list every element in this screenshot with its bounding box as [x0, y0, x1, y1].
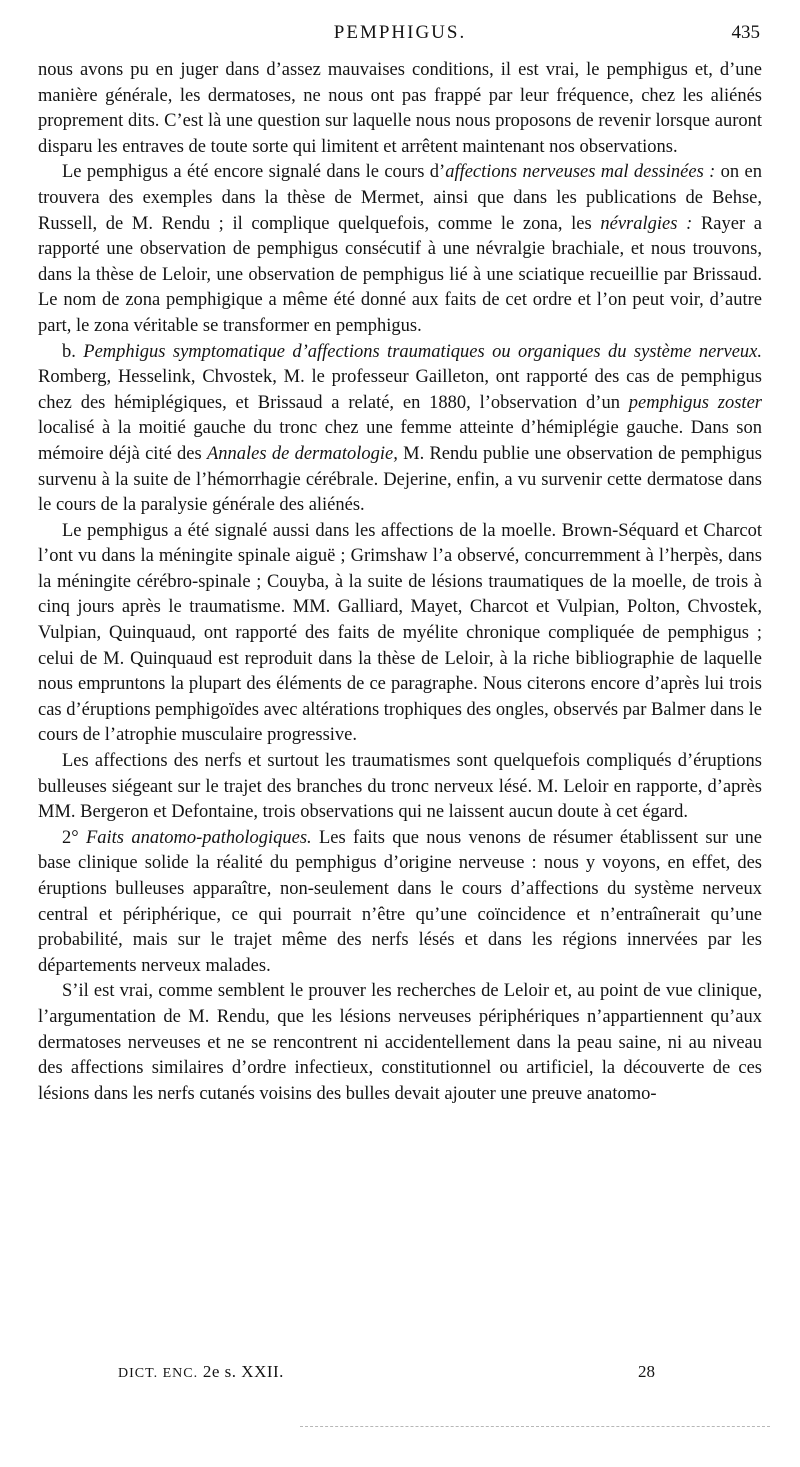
italic-run: affections nerveuses mal dessinées : — [445, 162, 716, 183]
text-run: Les affections des nerfs et surtout les traumatismes sont quelquefois compliqués d’éruptions bulleuses siégeant sur le trajet des branches du tronc nerveux lésé. M. Leloir en rapporte, d’après MM. Bergeron et Defontaine, trois observations qui ne laissent aucun doute à cet égard. — [38, 751, 762, 823]
italic-run: névralgies : — [600, 213, 693, 234]
text-run: Rayer a rapporté une observation de pemphigus consécutif à une névralgie brachiale, et nous trouvons, dans la thèse de Leloir, une observation de pemphigus lié à une sciatique recueillie par Brissaud. Le nom de zona pemphigique a même été donné aux faits de cet ordre et l’on peut voir, d’autre part, le zona véritable se transformer en pemphigus. — [38, 213, 762, 336]
text-run: M. Rendu publie une observation de pemphigus survenu à la suite de l’hémorrhagie cérébrale. Dejerine, enfin, a vu survenir cette dermatose dans le cours de la paralysie générale des aliénés. — [38, 443, 762, 516]
italic-run: Pemphigus symptomatique d’affections traumatiques ou organiques du système nerveux. — [83, 341, 762, 362]
text-run: Le pemphigus a été signalé aussi dans les affections de la moelle. Brown-Séquard et Charcot l’ont vu dans la méningite spinale aiguë ; Grimshaw l’a observé, concurremment à l’herpès, dans la méningite cérébro-spinale ; Couyba, à la suite de lésions traumatiques de la moelle, de trois à cinq jours après le traumatisme. MM. Galliard, Mayet, Charcot et Vulpian, Polton, Chvostek, Vulpian, Quinquaud, ont rapporté des faits de myélite chronique compliquée de pemphigus ; celui de M. Quinquaud est reproduit dans la thèse de Leloir, à la riche bibliographie de laquelle nous empruntons la plupart des éléments de ce paragraphe. Nous citerons encore d’après lui trois cas d’éruptions pemphigoïdes avec altérations trophiques des ongles, observés par Balmer dans le cours de l’atrophie musculaire progressive. — [38, 520, 762, 746]
text-run: on en trouvera des exemples dans la thèse de Mermet, ainsi que dans les publications de Behse, Russell, de M. Rendu ; il complique quelquefois, comme le zona, les — [38, 162, 762, 234]
footer-signature-line — [118, 1362, 698, 1388]
running-head — [38, 22, 762, 48]
italic-run: pemphigus zoster — [628, 392, 762, 413]
text-run: nous avons pu en juger dans d’assez mauvaises conditions, il est vrai, le pemphigus et, d’une manière générale, les dermatoses, ne nous ont pas frappé par leur fréquence, chez les aliénés proprement dits. C’est là une question sur laquelle nous nous proposons de revenir lorsque auront disparu les entraves de toute sorte qui limitent et arrêtent maintenant nos observations. — [38, 60, 762, 157]
text-run: 2° — [62, 827, 86, 848]
paragraph — [38, 979, 762, 1107]
text-run: localisé à la moitié gauche du tronc chez une femme atteinte d’hémiplégie gauche. Dans son mémoire déjà cité des — [38, 418, 762, 464]
italic-run: Annales de dermatologie, — [206, 443, 398, 464]
footer-signature — [118, 1362, 284, 1382]
paragraph — [38, 519, 762, 749]
text-run: Romberg, Hesselink, Chvostek, M. le professeur Gailleton, ont rapporté des cas de pemphigus chez des hémiplégiques, et Brissaud a relaté, en 1880, l’observation d’un — [38, 367, 762, 413]
italic-run: Faits anatomo-pathologiques. — [85, 827, 312, 848]
page-number: 435 — [731, 22, 760, 43]
footer-signature-work: DICT. ENC. — [118, 1366, 199, 1381]
paragraph — [38, 826, 762, 980]
paragraph — [38, 58, 762, 160]
text-run: b. — [62, 341, 84, 362]
paragraph — [38, 749, 762, 826]
body-text — [38, 58, 762, 1107]
paragraph — [38, 340, 762, 519]
text-run: Les faits que nous venons de résumer établissent sur une base clinique solide la réalité du pemphigus d’origine nerveuse : nous y voyons, en effet, des éruptions bulleuses apparaître, non-seulement dans le cours d’affections du système nerveux central et périphérique, ce qui pourrait n’être qu’une coïncidence et n’entraînerait qu’une probabilité, mais sur le trajet même des nerfs lésés et dans les régions innervées par les départements nerveux malades. — [38, 827, 762, 976]
paragraph — [38, 160, 762, 339]
footer-sheet-number: 28 — [638, 1362, 655, 1381]
text-run: Le pemphigus a été encore signalé dans le cours d’ — [62, 162, 446, 183]
running-title: PEMPHIGUS. — [333, 22, 467, 43]
footer-signature-volume: 2e s. XXII. — [202, 1362, 284, 1381]
scan-noise — [300, 1426, 770, 1431]
text-run: S’il est vrai, comme semblent le prouver les recherches de Leloir et, au point de vue clinique, l’argumentation de M. Rendu, que les lésions nerveuses périphériques n’appartiennent qu’aux dermatoses nerveuses et ne se rencontrent ni accidentellement dans la peau saine, ni au niveau des affections similaires d’ordre infectieux, constitutionnel ou artificiel, la découverte de ces lésions dans les nerfs cutanés voisins des bulles devait ajouter une preuve anatomo- — [38, 981, 762, 1104]
